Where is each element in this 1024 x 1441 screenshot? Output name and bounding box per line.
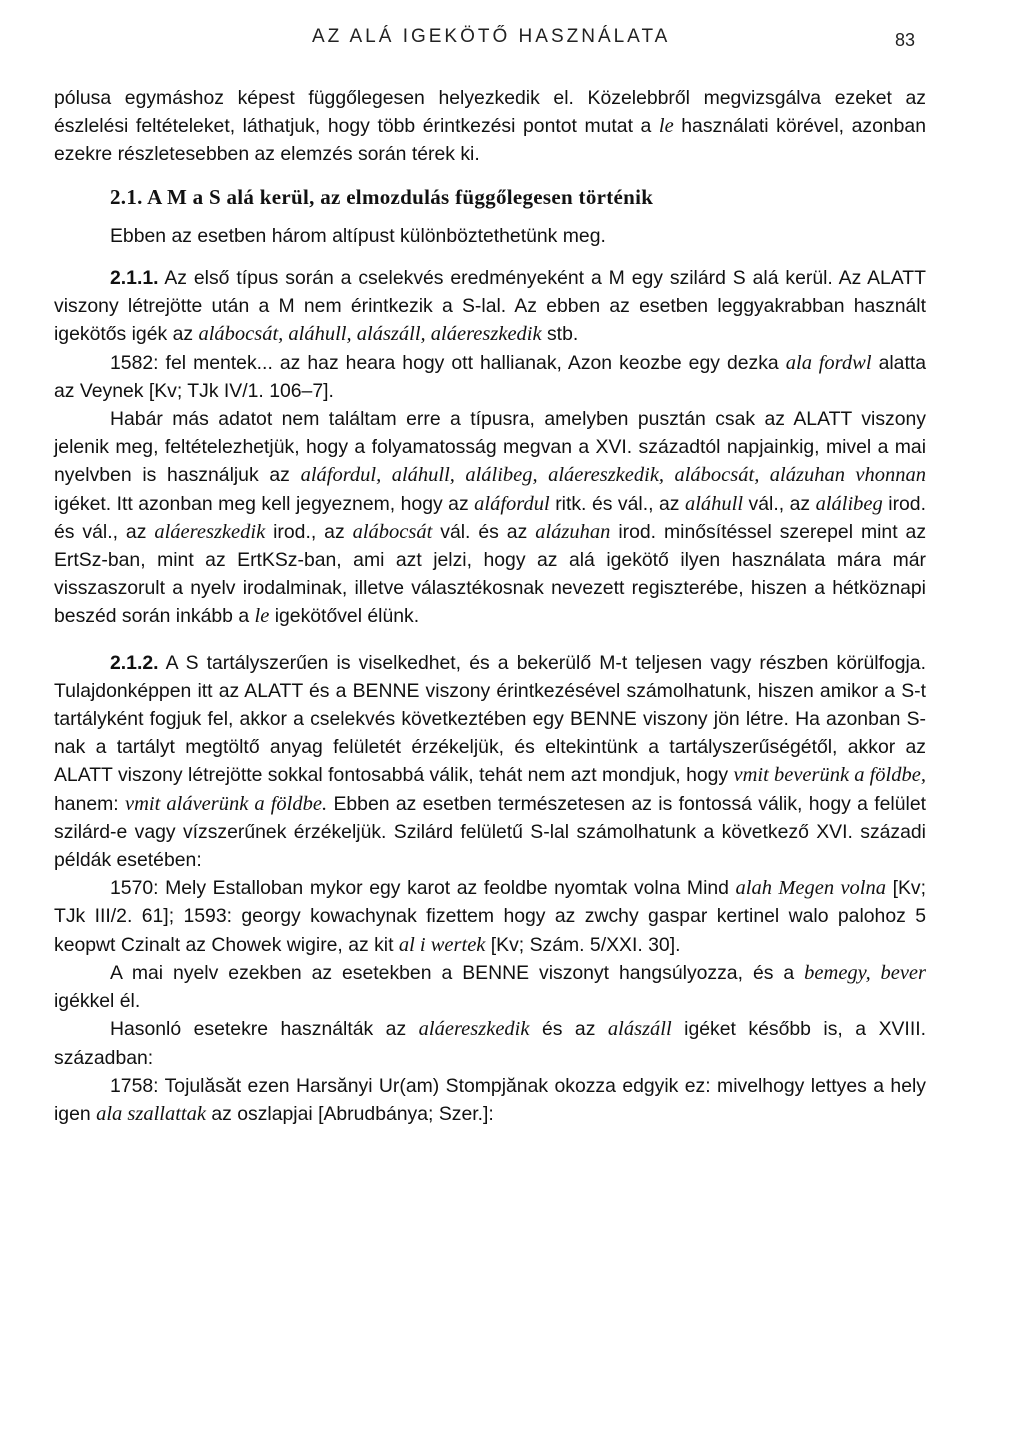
section-number: 2.1.1. (110, 267, 159, 290)
running-header (0, 26, 1024, 56)
paragraph-2-1-2: 2.1.2. A S tartályszerűen is viselkedhet, és a bekerülő M-t teljesen vagy részben körülfogja. Tulajdonképpen itt az ALATT és a BENNE viszony érintkezésével számolhatunk, hiszen amikor a S-t tartályként fogjuk fel, akkor a cselekvés következtében egy BENNE viszony jön létre. Ha azonban S-nak a tartályt megtöltő anyag felületét érzékeljük, és eltekintünk a tartályszerűségétől, akkor az ALATT viszony létrejötte sokkal fontosabbá válik, tehát nem azt mondjuk, hogy vmit beverünk a földbe, hanem: vmit aláverünk a földbe. Ebben az esetben természetesen az is fontossá válik, hogy a felület szilárd-e vagy vízszerűnek érzékeljük. Szilárd felületű S-lal számolhatunk a következő XVI. századi példák esetében: (54, 651, 926, 872)
body-text (54, 84, 926, 1128)
page-number: 83 (895, 30, 916, 50)
example-1582: 1582: fel mentek... az haz heara hogy ott hallianak, Azon keozbe egy dezka ala fordwl alatta az Veynek [Kv; TJk IV/1. 106–7]. (54, 351, 927, 402)
running-title: AZ ALÁ IGEKÖTŐ HASZNÁLATA (312, 26, 671, 47)
paragraph-2-1-1: 2.1.1. Az első típus során a cselekvés eredményeként a M egy szilárd S alá kerül. Az ALATT viszony létrejötte után a M nem érintkezik a S-lal. Az ebben az esetben leggyakrabban használt igekötős igék az alábocsát, aláhull, alászáll, aláereszkedik stb. (54, 267, 926, 346)
example-1570: 1570: Mely Estalloban mykor egy karot az feoldbe nyomtak volna Mind alah Megen volna [Kv; TJk III/2. 61]; 1593: georgy kowachynak fizettem hogy az zwchy gaspar kertinel walo palohoz 5 keopwt Czinalt az Chowek wigire, az kit al i wertek [Kv; Szám. 5/XXI. 30]. (54, 877, 927, 956)
paragraph-hasonlo: Hasonló esetekre használták az aláereszkedik és az alászáll igéket később is, a XVIII. században: (54, 1018, 926, 1069)
paragraph-mai-nyelv: A mai nyelv ezekben az esetekben a BENNE viszonyt hangsúlyozza, és a bemegy, bever igékkel él. (54, 961, 926, 1013)
section-intro: Ebben az esetben három altípust különböztethetünk meg. (110, 224, 606, 247)
section-heading-2-1: 2.1. A M a S alá kerül, az elmozdulás függőlegesen történik (110, 184, 654, 209)
paragraph-intro: pólusa egymáshoz képest függőlegesen helyezkedik el. Közelebbről megvizsgálva ezeket az észlelési feltételeket, láthatjuk, hogy több érintkezési pontot mutat a le használati körével, azonban ezekre részletesebben az elemzés során térek ki. (54, 87, 926, 166)
paragraph-habar: Habár más adatot nem találtam erre a típusra, amelyben pusztán csak az ALATT viszony jelenik meg, feltételezhetjük, hogy a folyamatosság megvan a XVI. századtól napjainkig, mivel a mai nyelvben is használjuk az aláfordul, aláhull, alálibeg, aláereszkedik, alábocsát, alázuhan vhonnan igéket. Itt azonban meg kell jegyeznem, hogy az aláfordul ritk. és vál., az aláhull vál., az alálibeg irod. és vál., az aláereszkedik irod., az alábocsát vál. és az alázuhan irod. minősítéssel szerepel mint az ErtSz-ban, mint az ErtKSz-ban, ami azt jelzi, hogy az alá igekötő ilyen használata mára már visszaszorult a nyelv irodalminak, illetve választékosnak nevezett regiszterébe, hiszen a hétköznapi beszéd során inkább a le igekötővel élünk. (54, 408, 927, 628)
section-number: 2.1.2. (110, 651, 159, 674)
example-1758: 1758: Tojulăsăt ezen Harsănyi Ur(am) Stompjănak okozza edgyik ez: mivelhogy lettyes a hely igen ala szallattak az oszlapjai [Abrudbánya; Szer.]: (54, 1074, 926, 1125)
